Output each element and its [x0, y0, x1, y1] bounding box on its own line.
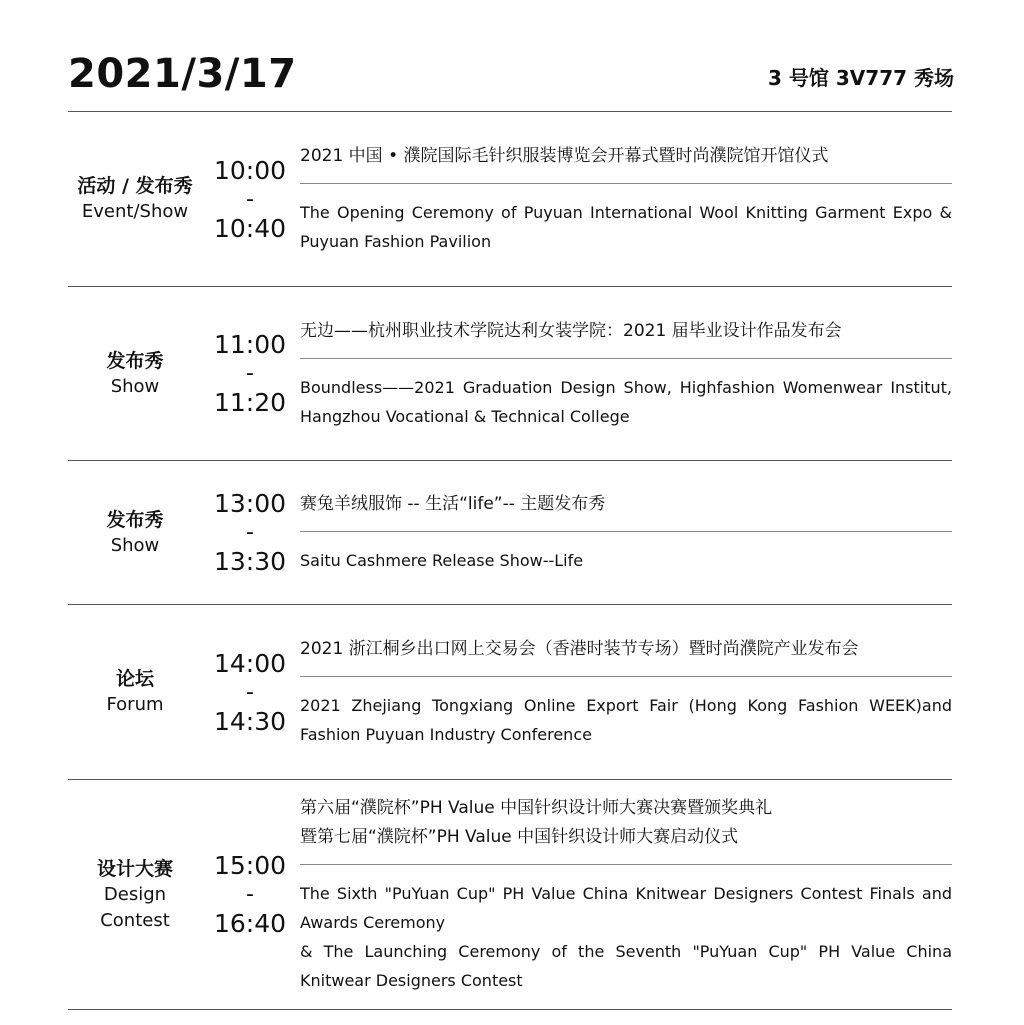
title-en: 2021 Zhejiang Tongxiang Online Export Fair (Hong Kong Fashion WEEK)and Fashion Puyuan Industry Conference — [300, 696, 952, 744]
time-dash: - — [246, 679, 254, 705]
title-cn: 2021 中国 • 濮院国际毛针织服装博览会开幕式暨时尚濮院馆开馆仪式 — [300, 146, 829, 166]
time-dash: - — [246, 361, 254, 386]
start-time: 13:00 — [213, 489, 287, 518]
schedule-row — [68, 112, 952, 287]
start-time: 14:00 — [213, 648, 287, 678]
title-en — [300, 865, 952, 995]
description-cell — [298, 605, 952, 779]
end-time: 14:30 — [213, 706, 287, 736]
title-en: The Opening Ceremony of Puyuan International Wool Knitting Garment Expo & Puyuan Fashion Pavilion — [300, 203, 952, 251]
schedule-row — [68, 780, 952, 1010]
schedule-date: 2021/3/17 — [68, 51, 297, 97]
time-cell — [202, 461, 298, 604]
title-cn: 2021 浙江桐乡出口网上交易会（香港时装节专场）暨时尚濮院产业发布会 — [300, 639, 859, 659]
category-en: Show — [110, 534, 160, 556]
category-cell — [68, 461, 202, 604]
schedule-row — [68, 605, 952, 780]
time-cell — [202, 287, 298, 460]
category-en-line1: Design — [103, 883, 167, 905]
time-dash: - — [246, 882, 254, 907]
time-cell — [202, 112, 298, 286]
time-dash: - — [246, 520, 254, 545]
category-cell — [68, 287, 202, 460]
category-cn: 发布秀 — [106, 508, 164, 531]
description-cell — [298, 112, 952, 286]
title-en: Boundless——2021 Graduation Design Show, Highfashion Womenwear Institut, Hangzhou Vocational & Technical College — [300, 377, 952, 426]
category-cell — [68, 605, 202, 779]
start-time: 10:00 — [213, 155, 287, 185]
schedule-row — [68, 461, 952, 605]
description-cell — [298, 287, 952, 460]
title-en-line1: The Sixth "PuYuan Cup" PH Value China Knitwear Designers Contest Finals and Awards Ceremony — [300, 884, 952, 932]
title-cn-line2: 暨第七届“濮院杯”PH Value 中国针织设计师大赛启动仪式 — [300, 827, 739, 847]
title-en: Saitu Cashmere Release Show--Life — [300, 551, 584, 570]
category-en-line2: Contest — [100, 909, 170, 931]
schedule-row — [68, 287, 952, 461]
time-dash: - — [246, 186, 254, 212]
description-cell — [298, 780, 952, 1009]
category-en: Event/Show — [81, 201, 189, 222]
title-cn: 赛兔羊绒服饰 -- 生活“life”-- 主题发布秀 — [300, 494, 606, 514]
category-cn: 设计大赛 — [96, 857, 173, 880]
venue-label: 3 号馆 3V777 秀场 — [768, 66, 954, 90]
end-time: 10:40 — [213, 213, 287, 243]
title-en-line2: & The Launching Ceremony of the Seventh "PuYuan Cup" PH Value China Knitwear Designers Contest — [300, 942, 952, 990]
start-time: 15:00 — [213, 851, 287, 880]
title-cn — [300, 794, 952, 864]
title-cn: 无边——杭州职业技术学院达利女装学院：2021 届毕业设计作品发布会 — [300, 320, 842, 341]
title-cn-line1: 第六届“濮院杯”PH Value 中国针织设计师大赛决赛暨颁奖典礼 — [300, 798, 773, 818]
time-cell — [202, 780, 298, 1009]
category-en: Forum — [106, 694, 164, 715]
category-cn: 论坛 — [115, 668, 154, 690]
category-en: Show — [110, 375, 160, 397]
end-time: 11:20 — [213, 388, 287, 417]
category-cn: 活动 / 发布秀 — [77, 175, 193, 197]
time-cell — [202, 605, 298, 779]
category-cell — [68, 112, 202, 286]
description-cell — [298, 461, 952, 604]
category-cell — [68, 780, 202, 1009]
category-cn: 发布秀 — [106, 349, 164, 372]
end-time: 16:40 — [213, 909, 287, 938]
start-time: 11:00 — [213, 330, 287, 359]
schedule-table — [68, 111, 952, 1010]
end-time: 13:30 — [213, 547, 287, 576]
